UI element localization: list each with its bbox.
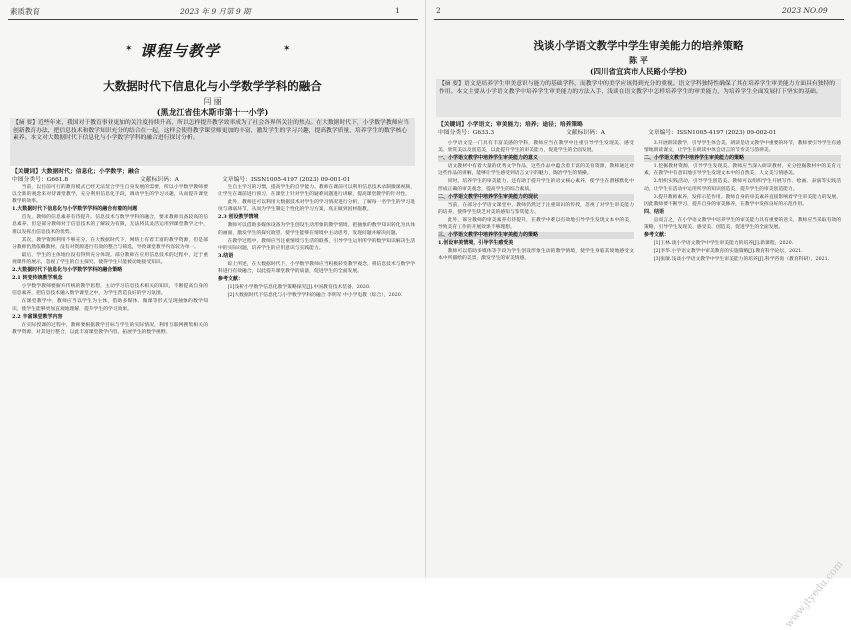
section-heading: 四、结语 xyxy=(644,208,665,215)
paragraph: 当前，以目前可行的教育模式已经无法契合学生自身发展的需要，所以小学数学教师要以全新的观念来对待课堂教学，充分利用信息化手段，调动学生的学习兴趣，从而提升课堂教学的效率。 xyxy=(12,185,208,205)
paragraph: 总而言之，在小学语文教学中培养学生的审美能力具有重要的意义，教师应当采取有效的策略，引导学生发现美、感受美、创造美，促进学生的全面发展。 xyxy=(644,217,841,231)
paragraph: 1.挖掘教材资源，引导学生发现美。教师应当深入研读教材，充分挖掘教材中的美育元素，在教学中有意识地引导学生发现文本中的自然美、人文美与情感美。 xyxy=(644,164,841,177)
section-heading: 1.大数据时代下信息化与小学数学学科的融合有着的问题 xyxy=(12,206,138,213)
doc-code: 文献标识码：A xyxy=(140,177,179,183)
abstract xyxy=(436,79,841,117)
affiliation: (黑龙江省佳木斯市第十一小学) xyxy=(156,107,269,117)
article-title: 浅谈小学语文教学中学生审美能力的培养策略 xyxy=(533,40,744,52)
section-title: 课程与教学 xyxy=(140,42,221,60)
affiliation: (四川省宜宾市人民路小学校) xyxy=(589,67,688,76)
paragraph: 首先，教师的信息素养有待提升。信息技术与数学学科的融合，要求教师具备较高的信息素养，但是部分教师对于信息技术的了解较为有限，无法将其灵活运用到课堂教学之中，难以发挥出信息技术的优势。 xyxy=(12,215,208,235)
right-page xyxy=(425,0,851,630)
page-number: 1 xyxy=(395,6,400,15)
paragraph: 在教学过程中，教师应当注重情境与生活的联系，引导学生运用所学的数学知识解决生活中的实际问题，培养学生的应用意识与实践能力。 xyxy=(218,238,415,251)
paragraph: 2.组织实践活动，引导学生创造美。教师可以组织学生开展写作、绘画、表演等实践活动，让学生在活动中运用所学的知识创造美，提升学生的审美创造能力。 xyxy=(644,179,841,192)
watermark: www.jtyedu.com xyxy=(782,558,845,630)
star-icon: ✶ xyxy=(125,44,133,54)
paragraph: 在课堂教学中，教师应当以学生为主体，借助多媒体、微课等形式呈现抽象的数学知识，使学生能够更加直观地理解，提升学生的学习效果。 xyxy=(12,299,208,312)
paragraph: 3.开展朗读教学，引导学生体会美。朗读是语文教学中重要的环节，教师要引导学生有感情地朗读课文，让学生在朗读中体会语言的节奏美与韵律美。 xyxy=(644,141,841,154)
issue-date: 2023 年 9 月第 9 期 xyxy=(180,7,251,16)
paragraph: [2]李华.小学语文教学中审美教育的实施策略[J].教育科学论坛，2021. xyxy=(653,249,803,255)
section-heading: 3.结语 xyxy=(218,252,234,259)
section-heading: 一、小学语文教学中培养学生审美能力的意义 xyxy=(438,155,634,162)
body-column-1 xyxy=(438,140,634,570)
section-heading: 三、小学语文教学中培养学生审美能力的策略 xyxy=(438,232,634,239)
paragraph: [2]大数据时代下信息化与小学数学学科的融合 李明军 中小学电教（综合），2020. xyxy=(227,293,403,299)
abstract xyxy=(10,118,415,166)
paragraph: 教师可以借助多媒体等手段为学生创设形象生动的教学情境，使学生身临其境地感受文本中所描绘的美景，激发学生的审美情感。 xyxy=(438,249,634,262)
page-number: 2 xyxy=(436,6,441,15)
body-column-2 xyxy=(644,140,841,570)
section-heading: 2.1 转变传统教学观念 xyxy=(12,275,63,282)
paragraph: 3.提升教师素养，发挥示范作用。教师自身的审美素养直接影响着学生审美能力的发展，因此教师要不断学习，提升自身的审美修养，在教学中发挥良好的示范作用。 xyxy=(644,194,841,207)
keywords: 【关键词】大数据时代；信息化；小学数学；融合 xyxy=(12,169,140,175)
paragraph: [1]浅析小学数学信息化教学策略探究[J].中国教育技术装备，2020. xyxy=(227,285,371,291)
paragraph: 最后，学生的主体地位没有得到充分体现。部分教师在应用信息技术的过程中，过于重视课件的展示，忽视了学生的自主探究，使得学生只能被动地接受知识。 xyxy=(12,252,208,265)
section-heading: 2.大数据时代下信息化与小学数学学科的融合策略 xyxy=(12,267,123,274)
star-icon: ✶ xyxy=(283,44,291,54)
paragraph: 其次，教学资源利用不够充分。在大数据时代下，网络上有着丰富的教学资源，但是部分教师仍然依赖教材，没有对资源进行有效的整合与筛选，导致课堂教学内容较为单一。 xyxy=(12,237,208,250)
doc-code: 文献标识码：A xyxy=(566,130,605,136)
left-page xyxy=(0,0,425,578)
body-column-1 xyxy=(12,184,208,570)
paragraph: 小学语文是一门具有丰富美感的学科，教师应当在教学中注重引导学生发现美、感受美、欣赏美以及创造美，以此提升学生的审美能力，促进学生的全面发展。 xyxy=(438,141,634,154)
section-heading: 1.创设审美情境，引导学生感受美 xyxy=(438,240,514,247)
paragraph: 在实际授课的过程中，教师要根据教学目标与学生的实际情况，利用互联网搜集相关的教学资源，对其进行整合，以此丰富课堂教学内容，拓展学生的数学视野。 xyxy=(12,322,208,335)
section-heading: 2.3 创设教学情境 xyxy=(218,214,259,221)
paragraph: 小学数学教师要摒弃传统的教学思想，主动学习信息技术相关的知识，不断提高自身的信息素养，把信息技术融入数学课堂之中，为学生营造良好的学习氛围。 xyxy=(12,284,208,297)
paragraph: 同时，培养学生的审美能力，还有助于提升学生的语文核心素养，使学生在潜移默化中形成正确的审美观念，提高学生的综合素质。 xyxy=(438,179,634,192)
keywords: 【关键词】小学语文；审美能力；培养；途径；培养策略 xyxy=(438,122,583,128)
paragraph: 教师可以借助多媒体设备为学生创设生动形象的教学情境，把抽象的数学知识转化为具体的画面，激发学生的探究欲望，使学生能够在情境中主动思考，发现问题并解决问题。 xyxy=(218,223,415,236)
section-heading: 2.2 丰富课堂教学内容 xyxy=(12,313,63,320)
paragraph: 此外，教师还可以利用大数据技术对学生的学习情况进行分析，了解每一名学生的学习进度与薄弱环节，从而为学生制定个性化的学习方案，真正做到因材施教。 xyxy=(218,200,415,213)
paragraph: [3]张敏.浅谈小学语文教学中学生审美能力的培养[J].科学咨询（教育科研），2021. xyxy=(653,257,830,263)
journal-name: 素质教育 xyxy=(10,7,40,16)
article-number: 文章编号：ISSN1005-4197 (2023) 09-001-01 xyxy=(222,177,351,183)
paragraph: 综上所述，在大数据时代下，小学数学教师应当积极转变教学观念，将信息技术与数学学科进行有效融合，以此提升课堂教学的质量，促进学生的全面发展。 xyxy=(218,261,415,275)
author: 闫 丽 xyxy=(203,97,222,106)
paragraph: 当前，在部分小学语文课堂中，教师仍然过于注重知识的传授，忽视了对学生审美能力的培养，使得学生缺乏对美的感知与鉴赏能力。 xyxy=(438,202,634,215)
article-title: 大数据时代下信息化与小学数学学科的融合 xyxy=(103,79,322,93)
article-number: 文章编号：ISSN1005-4197 (2023) 09-002-01 xyxy=(648,130,777,136)
header-rule xyxy=(434,19,844,20)
paragraph: 此外，部分教师的审美素养有待提升，在教学中难以有效地引导学生发现文本中的美，导致美育工作的开展效果不够理想。 xyxy=(438,217,634,231)
issue-date: 2023 NO.09 xyxy=(782,6,828,15)
paragraph: 语文教材中有着大量的优秀文学作品，这些作品中蕴含着丰富的美育资源，教师通过对这些作品的讲解，能够让学生感受到语言文字的魅力，陶冶学生的情操。 xyxy=(438,164,634,177)
abstract-text: 【摘 要】语文是培养学生审美意识与能力的基础学科，而教学中的美学应该得到充分的重视。语文学科独特性确保了其在培养学生审美能力方面具有独特的作用。本文主要从小学语文教学中培养学生审美能力的方法入手，浅谈在语文教学中怎样培养学生的审美能力，为培养学生全面发展打下坚实的基础。 xyxy=(439,81,836,95)
author: 陈 平 xyxy=(629,55,648,65)
section-heading: 二、小学语文教学中培养学生审美能力的策略 xyxy=(644,155,841,162)
section-heading: 参考文献： xyxy=(644,232,670,239)
section-heading: 参考文献： xyxy=(218,276,244,283)
section-heading: 二、小学语文教学中培养学生审美能力的现状 xyxy=(438,194,634,201)
clc-number: 中图分类号：G633.3 xyxy=(438,130,495,136)
abstract-text: 【摘 要】近些年来，我国对于教育事业更加的关注度持续升高，所以怎样提升教学效率成为了社会各界所关注的焦点。在大数据时代下，小学数学教师应当创新教育办法，把信息技术和数学知识充分的结合在一起，这样会使得教学课堂师更加的丰富，激发学生的学习兴趣，提高教学质量，培养学生的数学核心素养。本文对大数据时代下信息化与小学数学学科的融合进行探讨分析。 xyxy=(13,120,410,142)
header-rule xyxy=(8,19,418,20)
body-column-2 xyxy=(218,184,415,570)
clc-number: 中图分类号：G661.8 xyxy=(12,177,69,183)
paragraph: 生自主学习的习惯，提高学生的自学能力。教师在课前可以利用信息技术录制微课视频，让学生在课前进行预习，在课堂上针对学生的疑难问题进行讲解，提高课堂教学的针对性。 xyxy=(218,185,415,198)
paragraph: [1]王林.谈小学语文教学中学生审美能力的培养[J].新课程，2020. xyxy=(653,241,794,247)
